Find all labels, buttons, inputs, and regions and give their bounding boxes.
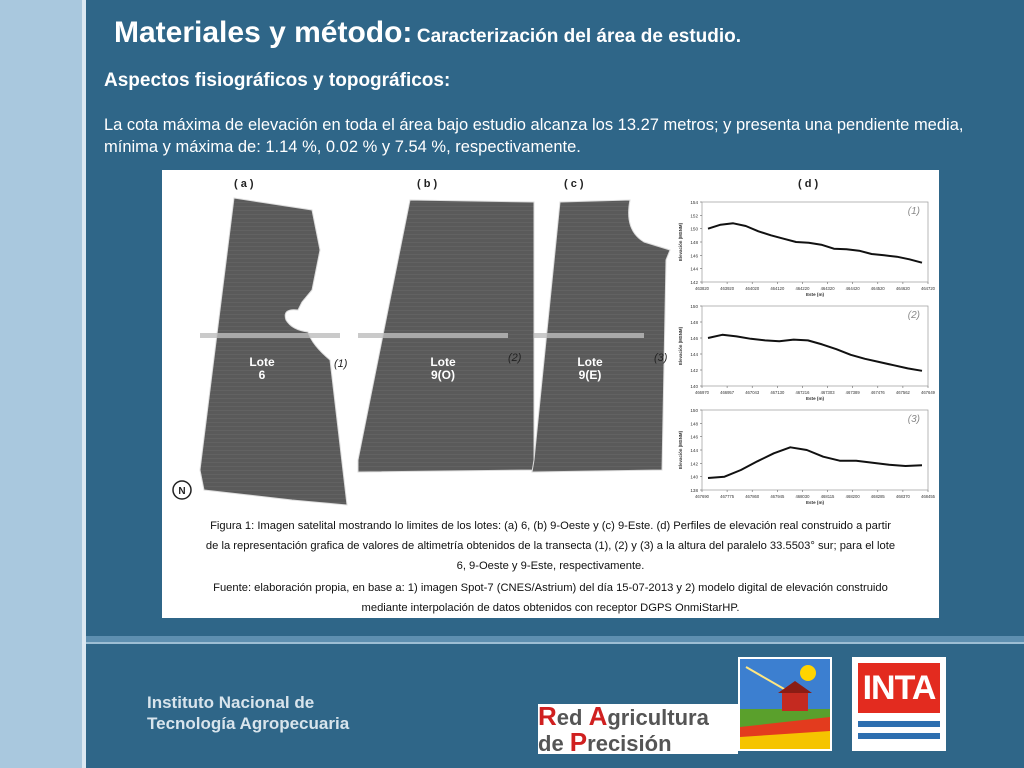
rap-recision: recisión (587, 731, 672, 756)
chart-2-xtick-label-0: 466970 (695, 390, 709, 395)
chart-1-xtick-label-9: 464720 (921, 286, 935, 291)
chart-2-xtick-label-9: 467649 (921, 390, 935, 395)
chart-1-xtick-label-6: 464420 (845, 286, 860, 291)
chart-3-ytick-label-3: 144 (690, 448, 698, 453)
slide-title-main: Materiales y método: (114, 16, 413, 49)
chart-1-ylabel: Elevación (MSNM) (678, 222, 683, 262)
chart-1-xlabel: Este (m) (805, 292, 825, 297)
chart-2-xtick-label-3: 467130 (770, 390, 785, 395)
chart-2-xtick-label-2: 467043 (745, 390, 760, 395)
lot-9e-label (567, 356, 613, 382)
chart-1-xtick-label-3: 464120 (770, 286, 785, 291)
chart-3-frame (702, 410, 928, 490)
lot-6-parcel (200, 198, 347, 505)
chart-2-xtick-label-5: 467303 (820, 390, 835, 395)
source-line-2: mediante interpolación de datos obtenidos con receptor DGPS OnmiStarHP. (361, 602, 740, 614)
chart-1-xtick-label-4: 464220 (795, 286, 810, 291)
inta-logo-bar-1 (858, 721, 940, 727)
panel-label-d: ( d ) (798, 178, 819, 190)
transect-band-2 (358, 333, 508, 338)
chart-3-tag: (3) (907, 414, 920, 425)
chart-3-ytick-label-1: 140 (690, 474, 698, 480)
chart-2-xtick-label-6: 467389 (845, 390, 860, 395)
chart-3-ytick-label-0: 138 (690, 488, 698, 493)
institute-name (147, 692, 349, 734)
transect-band-3 (534, 333, 644, 338)
chart-1-xtick-label-0: 463820 (695, 286, 709, 291)
chart-3-xtick-label-1: 467775 (720, 494, 735, 499)
north-arrow-letter: N (178, 486, 186, 497)
section-subtitle: Aspectos fisiográficos y topográficos: (104, 70, 451, 91)
left-accent-strip (0, 0, 82, 768)
chart-1-xtick-label-2: 464020 (745, 286, 760, 291)
satellite-image (162, 170, 682, 510)
chart-1-ytick-label-4: 150 (690, 226, 698, 232)
chart-1-ytick-label-6: 154 (690, 200, 698, 205)
chart-1-tag: (1) (907, 206, 920, 217)
chart-1-ytick-label-3: 148 (690, 240, 698, 245)
chart-2-frame (702, 306, 928, 386)
chart-3-xtick-label-5: 468115 (820, 494, 835, 499)
rap-cap-r: R (538, 701, 557, 731)
chart-2-xtick-label-7: 467476 (870, 390, 885, 395)
chart-3-xtick-label-8: 468370 (895, 494, 910, 499)
chart-3-ytick-label-2: 142 (690, 461, 698, 467)
chart-2-ytick-label-2: 144 (690, 352, 698, 357)
chart-1-ytick-label-2: 146 (690, 253, 698, 259)
slide-title-sub: Caracterización del área de estudio. (416, 26, 742, 47)
chart-1-xtick-label-7: 464520 (870, 286, 885, 291)
lot-9o-line2: 9(O) (431, 368, 455, 382)
chart-1-frame (702, 202, 928, 282)
chart-2-ytick-label-0: 140 (690, 384, 698, 389)
chart-2-ytick-label-4: 148 (690, 320, 698, 325)
inta-logo-text: INTA (858, 663, 940, 713)
red-agricultura-logo-text (538, 701, 738, 757)
lot-6-line1: Lote (249, 355, 275, 369)
chart-2-xtick-label-1: 466957 (720, 390, 735, 395)
chart-1-xtick-label-5: 464320 (820, 286, 835, 291)
chart-3-ylabel: Elevación (MSNM) (678, 430, 683, 470)
chart-3-xtick-label-0: 467690 (695, 494, 709, 499)
source-line-1: Fuente: elaboración propia, en base a: 1) imagen Spot-7 (CNES/Astrium) del día 15-07-2013 y 2) modelo digital de elevación construido (213, 582, 888, 594)
caption-line-1: Figura 1: Imagen satelital mostrando lo limites de los lotes: (a) 6, (b) 9-Oeste y (c) 9-Este. (d) Perfiles de elevación real construido a partir (210, 520, 891, 532)
body-paragraph: La cota máxima de elevación en toda el área bajo estudio alcanza los 13.27 metros; y presenta una pendiente media, mínima y máxima de: 1.14 %, 0.02 % y 7.54 %, respectivamente. (104, 116, 964, 156)
chart-2-ytick-label-5: 150 (690, 304, 698, 309)
caption-line-3: 6, 9-Oeste y 9-Este, respectivamente. (456, 560, 645, 572)
chart-1-xtick-label-8: 464620 (895, 286, 910, 291)
lot-9o-label (420, 356, 466, 382)
chart-3-xtick-label-2: 467860 (745, 494, 760, 499)
lot-6-line2: 6 (258, 368, 266, 382)
lot-9o-line1: Lote (430, 355, 456, 369)
chart-3-ytick-label-5: 148 (690, 421, 698, 427)
institute-line-2: Tecnología Agropecuaria (147, 714, 350, 733)
chart-3-xtick-label-9: 468455 (921, 494, 935, 499)
figure-panel (162, 170, 939, 618)
chart-2-ylabel: Elevación (MSNM) (678, 326, 683, 366)
chart-2-ytick-label-3: 146 (690, 336, 698, 341)
chart-1-ytick-label-5: 152 (690, 213, 698, 219)
elevation-profiles (674, 196, 936, 506)
lot-6-label (242, 356, 282, 382)
lot-9e-line2: 9(E) (578, 368, 602, 382)
inta-logo-bar-2 (858, 733, 940, 739)
chart-3-xtick-label-7: 468285 (870, 494, 885, 499)
chart-3-ytick-label-6: 150 (690, 408, 698, 413)
footer-band-highlight (86, 642, 1024, 644)
transect-band-1 (200, 333, 340, 338)
chart-2-xtick-label-4: 467216 (795, 390, 810, 395)
chart-3-xtick-label-4: 468030 (795, 494, 810, 499)
chart-1-ytick-label-0: 142 (690, 280, 698, 285)
rap-ed: ed (556, 705, 589, 730)
precision-agriculture-logo-icon (738, 657, 832, 751)
rap-gricultura: gricultura (607, 705, 709, 730)
chart-2-xlabel: Este (m) (805, 396, 825, 401)
chart-2-ytick-label-1: 142 (690, 368, 698, 373)
rap-de: de (538, 731, 570, 756)
inta-logo (852, 657, 946, 751)
chart-3-xlabel: Este (m) (805, 500, 825, 505)
transect-label-1: (1) (334, 358, 348, 370)
chart-2-xtick-label-8: 467562 (895, 390, 910, 395)
rap-cap-p: P (569, 727, 588, 757)
chart-1-xtick-label-1: 463920 (720, 286, 735, 291)
transect-label-2: (2) (508, 352, 522, 364)
transect-label-3: (3) (654, 352, 668, 364)
chart-2-tag: (2) (907, 310, 920, 321)
rap-cap-a: A (588, 701, 608, 731)
caption-line-2: de la representación grafica de valores de altimetría obtenidos de la transecta (1), (2) y (3) a la altura del paralelo 33.5503° sur; para el lote (205, 540, 896, 552)
panel-label-a: ( a ) (234, 178, 254, 190)
lot-9e-line1: Lote (577, 355, 603, 369)
slide-title (114, 16, 741, 50)
chart-3-ytick-label-4: 146 (690, 434, 698, 440)
chart-3-xtick-label-3: 467945 (770, 494, 785, 499)
chart-3-xtick-label-6: 468200 (845, 494, 860, 499)
panel-label-c: ( c ) (564, 178, 584, 190)
institute-line-1: Instituto Nacional de (147, 693, 315, 712)
panel-label-b: ( b ) (417, 178, 438, 190)
chart-1-ytick-label-1: 144 (690, 266, 698, 272)
